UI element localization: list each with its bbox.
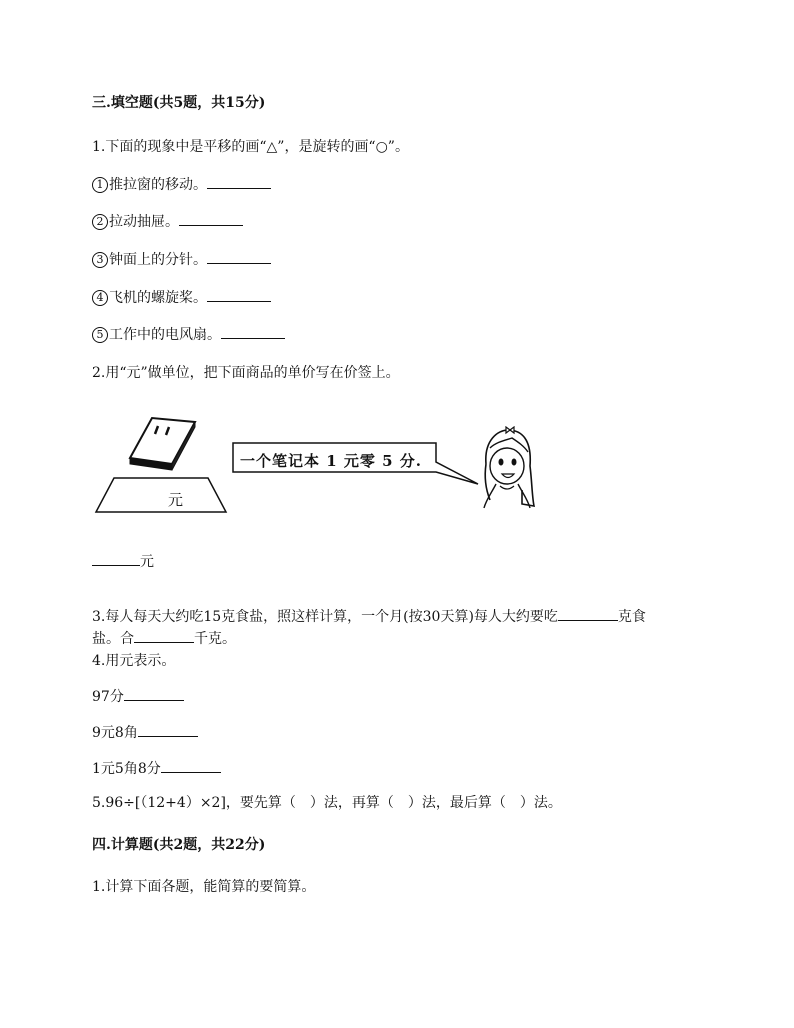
answer-blank[interactable] <box>221 326 285 339</box>
q1-item-text: 飞机的螺旋桨。 <box>109 290 207 306</box>
question-3-line-2 <box>92 630 236 648</box>
q4-item-3 <box>92 760 221 778</box>
circled-number: 5 <box>92 327 108 343</box>
q2-answer <box>92 553 154 571</box>
answer-blank[interactable] <box>207 176 271 189</box>
price-tag <box>96 478 226 512</box>
answer-blank[interactable] <box>207 289 271 302</box>
answer-blank[interactable] <box>558 608 618 621</box>
circled-number: 4 <box>92 290 108 306</box>
question-4-prompt: 4.用元表示。 <box>92 653 176 669</box>
q1-item-2 <box>92 213 243 231</box>
section-4-title: 四.计算题(共2题，共22分) <box>92 837 266 853</box>
girl-illustration <box>476 426 538 510</box>
notebook-icon <box>130 418 195 470</box>
q3-text-a: 3.每人每天大约吃15克食盐，照这样计算，一个月(按30天算)每人大约要吃 <box>92 609 558 625</box>
q1-item-1 <box>92 176 271 194</box>
answer-blank[interactable] <box>207 251 271 264</box>
q1-item-text: 工作中的电风扇。 <box>109 327 221 343</box>
q4-item-text: 97分 <box>92 689 124 705</box>
section-4-question-1: 1.计算下面各题，能简算的要简算。 <box>92 879 316 895</box>
q1-item-text: 钟面上的分针。 <box>109 252 207 268</box>
q1-item-5 <box>92 326 285 344</box>
answer-blank[interactable] <box>124 688 184 701</box>
section-3-title: 三.填空题(共5题，共15分) <box>92 95 266 111</box>
price-tag-label: 元 <box>168 491 184 509</box>
speech-bubble-text: 一个笔记本 1 元零 5 分. <box>240 452 422 470</box>
circled-number: 1 <box>92 177 108 193</box>
circled-number: 2 <box>92 214 108 230</box>
question-2-prompt: 2.用“元”做单位，把下面商品的单价写在价签上。 <box>92 365 400 381</box>
q4-item-text: 9元8角 <box>92 725 138 741</box>
q4-item-1 <box>92 688 184 706</box>
question-1-prompt: 1.下面的现象中是平移的画“△”，是旋转的画“○”。 <box>92 139 409 155</box>
answer-blank[interactable] <box>138 724 198 737</box>
q1-item-text: 拉动抽屉。 <box>109 214 179 230</box>
q4-item-text: 1元5角8分 <box>92 761 161 777</box>
q4-item-2 <box>92 724 198 742</box>
question-3-line-1 <box>92 608 646 626</box>
answer-blank[interactable] <box>92 553 140 566</box>
answer-blank[interactable] <box>134 630 194 643</box>
q2-answer-unit: 元 <box>140 554 154 570</box>
q1-item-3 <box>92 251 271 269</box>
q3-text-b: 克食 <box>617 609 646 625</box>
question-5: 5.96÷[（12+4）×2]，要先算（ ）法，再算（ ）法，最后算（ ）法。 <box>92 795 562 811</box>
notebook-price-tag-illustration <box>90 412 240 518</box>
q1-item-4 <box>92 289 271 307</box>
q3-text-c: 盐。合 <box>92 631 134 647</box>
answer-blank[interactable] <box>161 760 221 773</box>
circled-number: 3 <box>92 252 108 268</box>
q1-item-text: 推拉窗的移动。 <box>109 177 207 193</box>
q3-text-d: 千克。 <box>194 631 236 647</box>
answer-blank[interactable] <box>179 213 243 226</box>
